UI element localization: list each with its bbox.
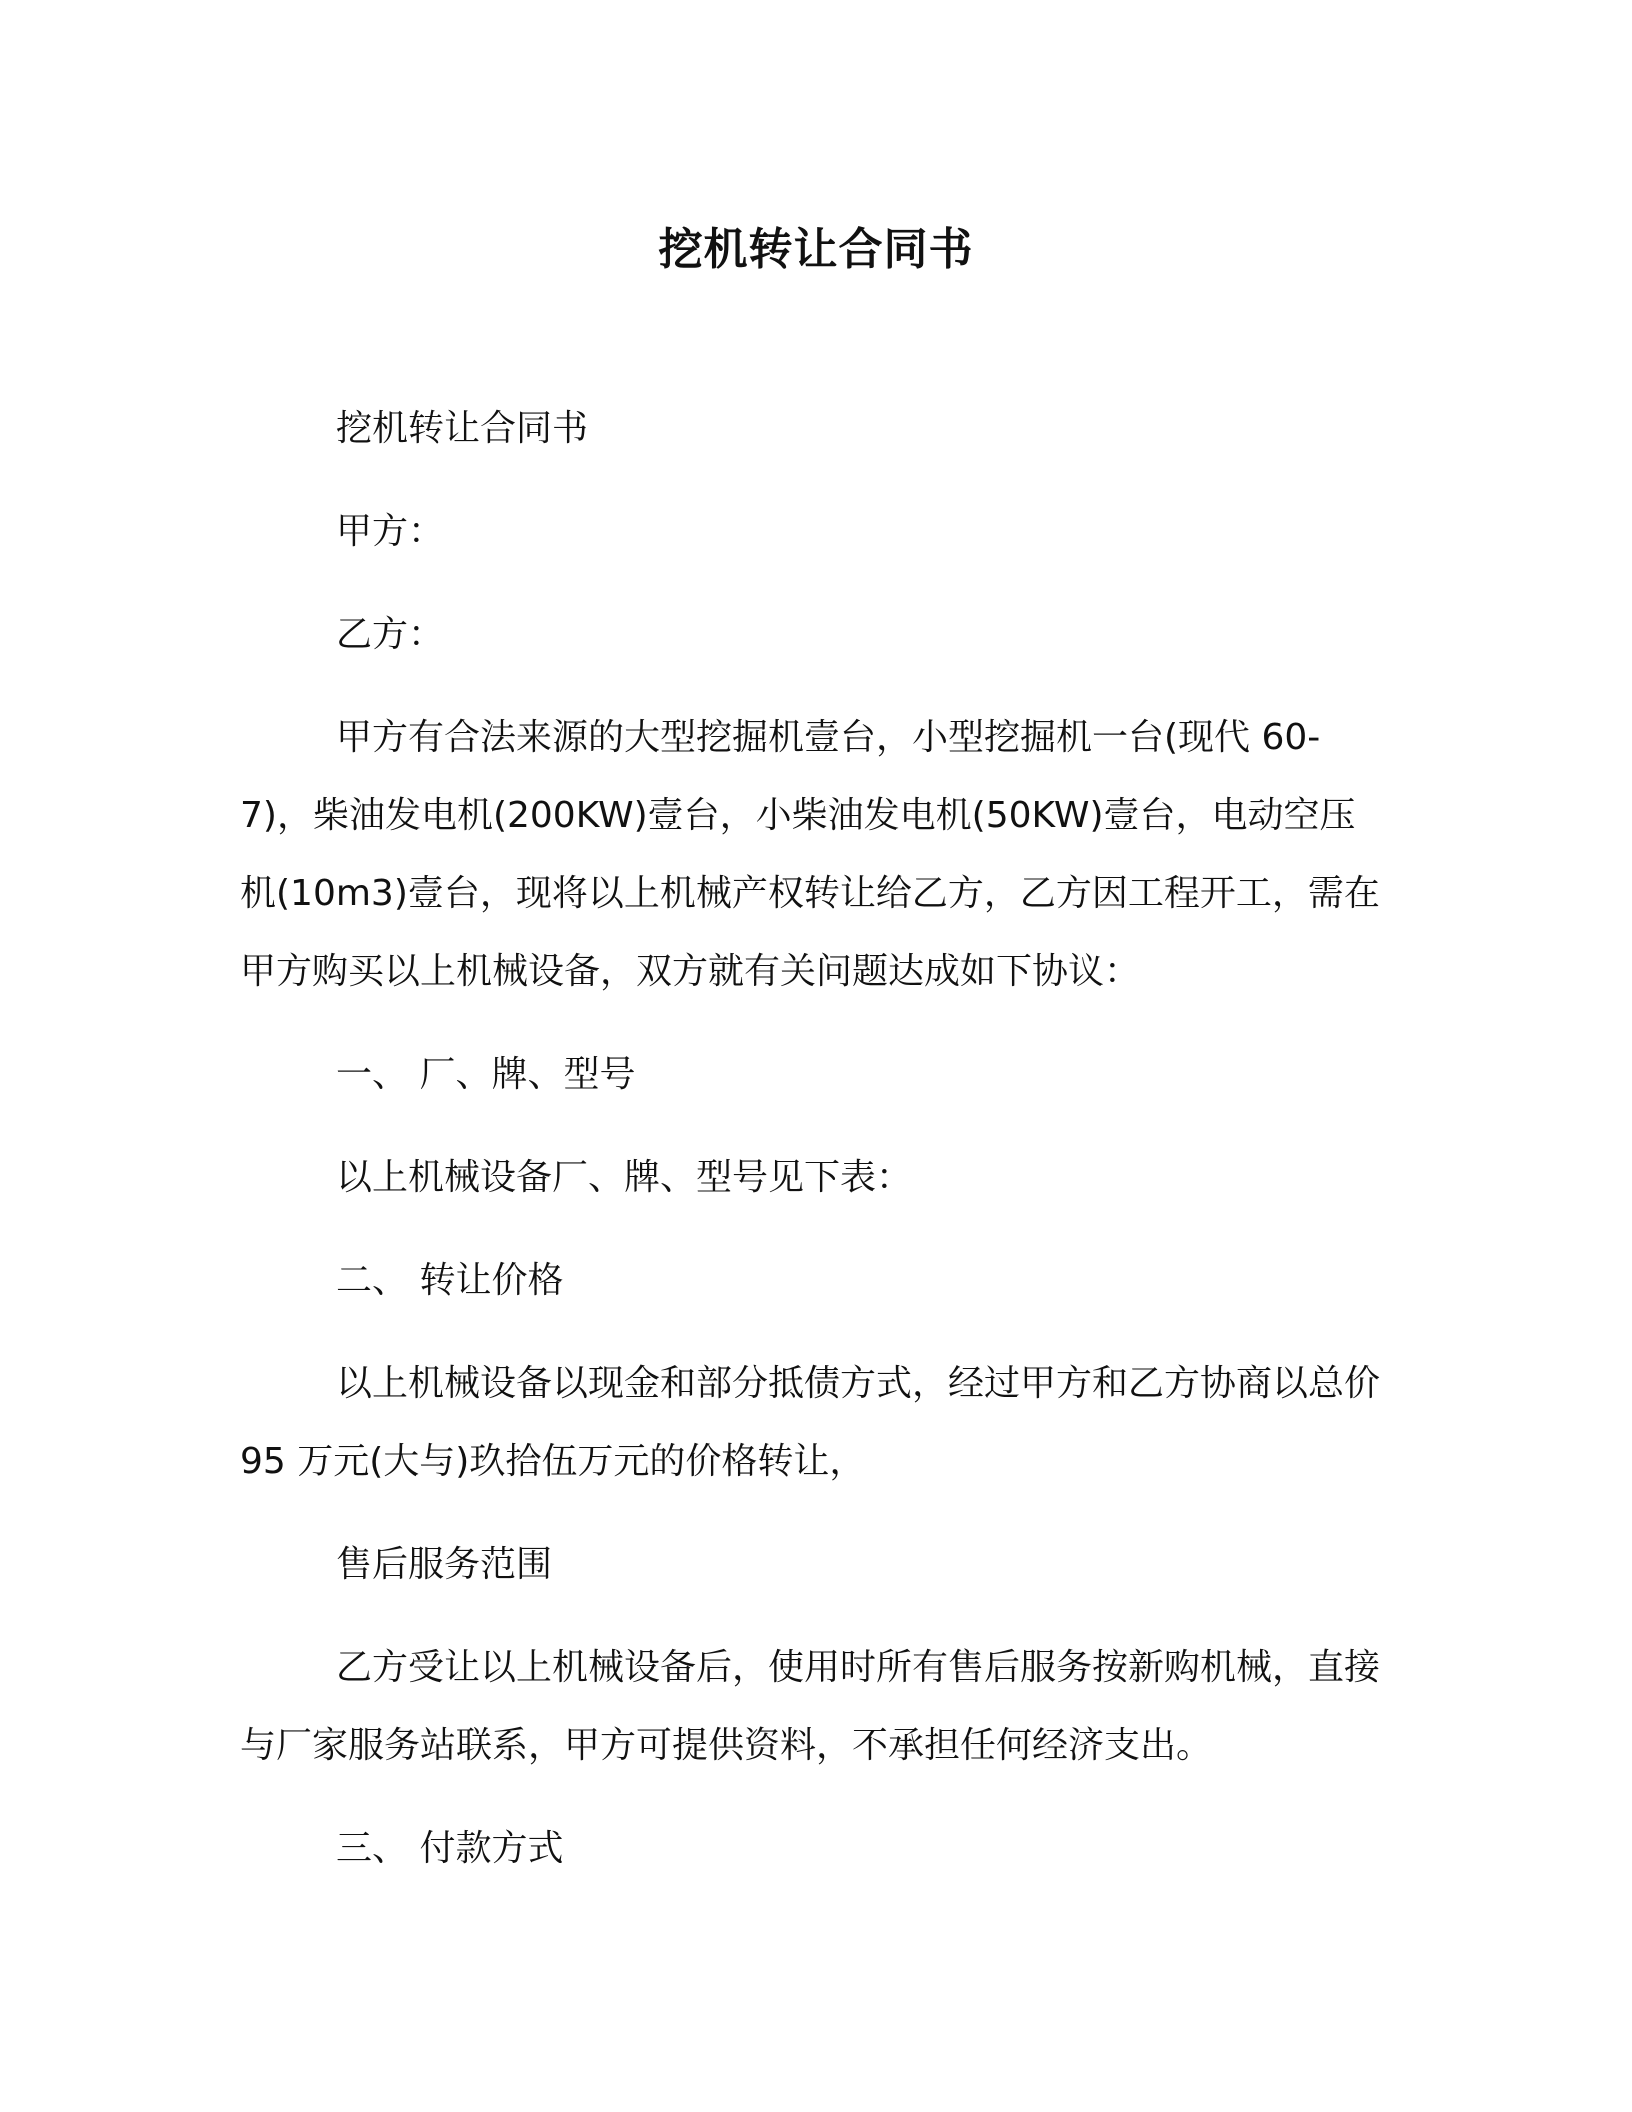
section-heading-brand-model: 一、 厂、牌、型号 (336, 1054, 636, 1095)
section-heading-payment-method: 三、 付款方式 (336, 1828, 564, 1869)
paragraph-heading-repeat: 挖机转让合同书 (336, 408, 589, 449)
paragraph-after-sales: 乙方受让以上机械设备后，使用时所有售后服务按新购机械，直接与厂家服务站联系，甲方可提供资料，不承担任何经济支出。 (240, 1647, 1381, 1766)
section-heading-transfer-price: 二、 转让价格 (336, 1260, 564, 1301)
paragraph-party-a: 甲方： (336, 511, 445, 552)
paragraph-brand-model-table-note: 以上机械设备厂、牌、型号见下表： (336, 1157, 913, 1198)
document-title: 挖机转让合同书 (658, 224, 974, 275)
document-body (240, 390, 1390, 1913)
section-heading-after-sales: 售后服务范围 (336, 1544, 553, 1585)
paragraph-party-b: 乙方： (336, 614, 445, 655)
paragraph-equipment-description: 甲方有合法来源的大型挖掘机壹台，小型挖掘机一台(现代 60-7)，柴油发电机(200KW)壹台，小柴油发电机(50KW)壹台，电动空压机(10m3)壹台，现将以上机械产权转让给乙方，乙方因工程开工，需在甲方购买以上机械设备，双方就有关问题达成如下协议： (240, 717, 1380, 992)
paragraph-transfer-price: 以上机械设备以现金和部分抵债方式，经过甲方和乙方协商以总价 95 万元(大与)玖拾伍万元的价格转让， (240, 1363, 1381, 1482)
